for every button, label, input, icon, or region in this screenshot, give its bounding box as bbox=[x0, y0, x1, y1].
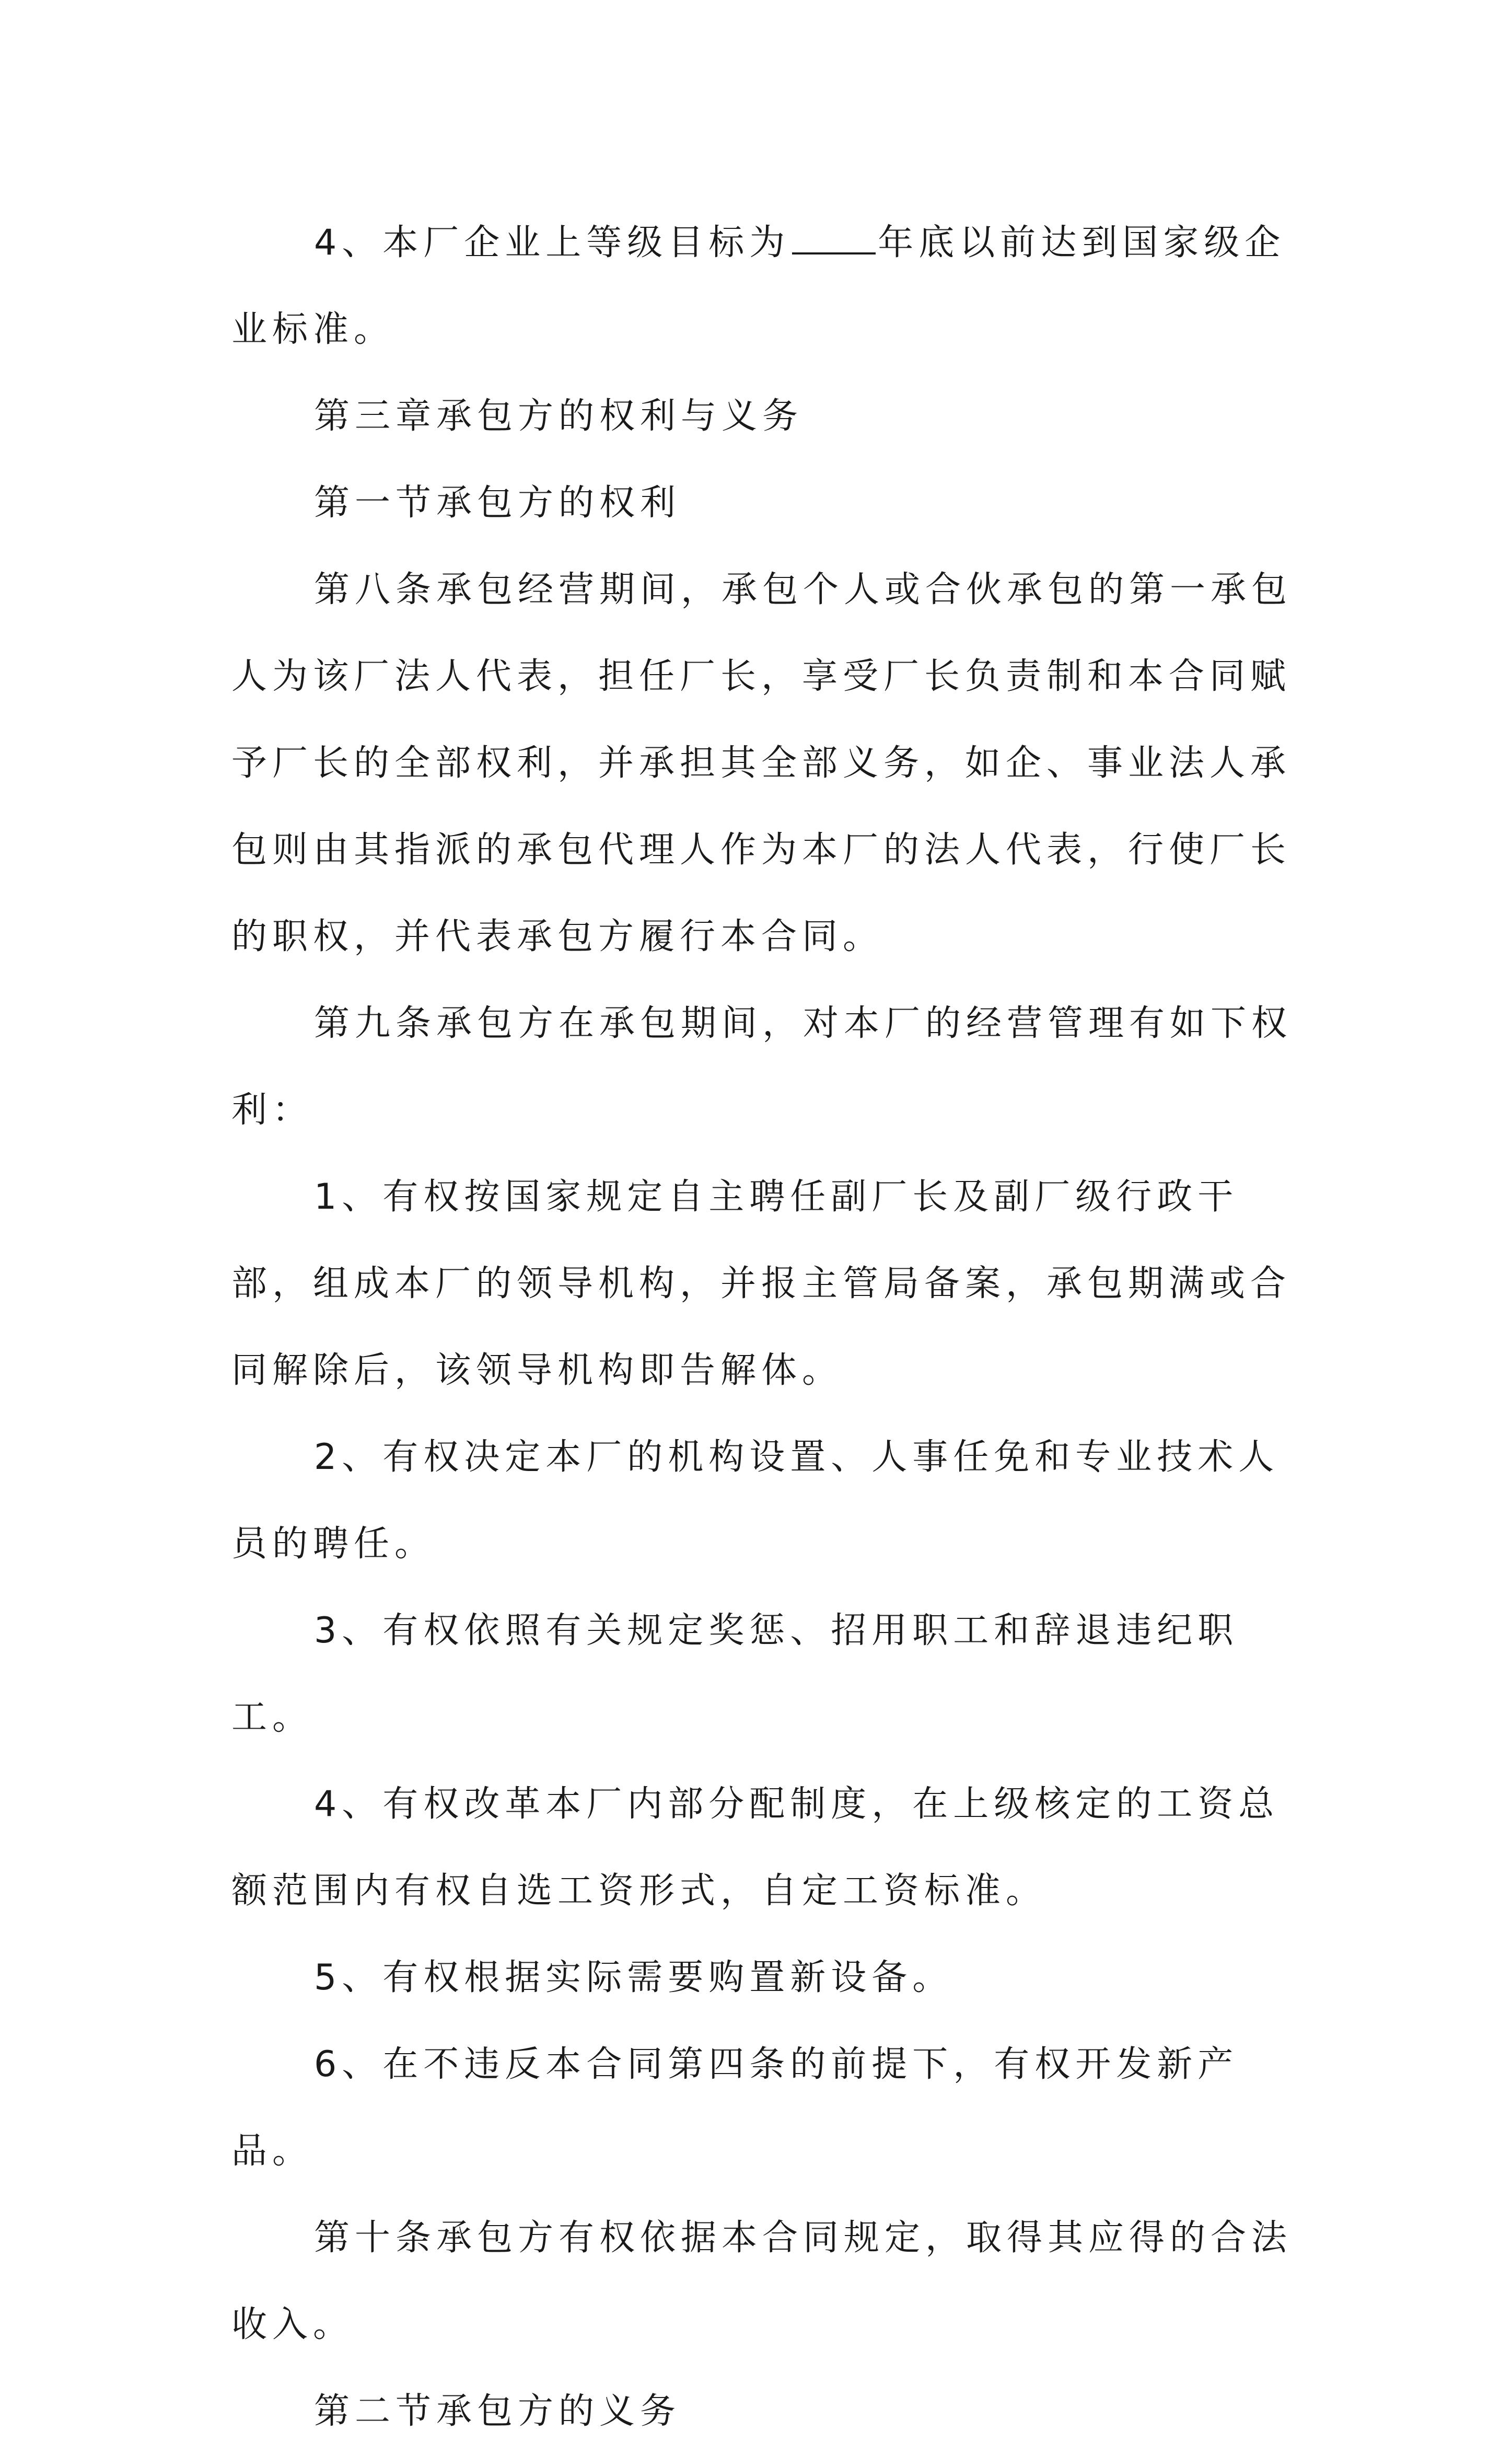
article-ten: 第十条承包方有权依据本合同规定，取得其应得的合法收入。 bbox=[231, 2217, 1293, 2345]
paragraph-text: 年底以前达到国家级企业标准。 bbox=[231, 222, 1286, 350]
document-body bbox=[231, 200, 1292, 2455]
article-nine: 第九条承包方在承包期间，对本厂的经营管理有如下权利： bbox=[231, 1003, 1293, 1131]
paragraph-enterprise-grade-target bbox=[231, 200, 1292, 373]
chapter-heading: 第三章承包方的权利与义务 bbox=[314, 396, 804, 437]
paragraph-text: 4、本厂企业上等级目标为 bbox=[314, 222, 790, 263]
article-eight: 第八条承包经营期间，承包个人或合伙承包的第一承包人为该厂法人代表，担任厂长，享受厂长负责制和本合同赋予厂长的全部权利，并承担其全部义务，如企、事业法人承包则由其指派的承包代理人作为本厂的法人代表，行使厂长的职权，并代表承包方履行本合同。 bbox=[231, 569, 1293, 957]
section-heading-obligations: 第二节承包方的义务 bbox=[314, 2391, 681, 2432]
right-item-5: 5、有权根据实际需要购置新设备。 bbox=[314, 1957, 953, 1998]
section-heading: 第一节承包方的权利 bbox=[314, 482, 681, 524]
right-item-3: 3、有权依照有关规定奖惩、招用职工和辞退违纪职工。 bbox=[231, 1610, 1239, 1738]
right-item-4: 4、有权改革本厂内部分配制度，在上级核定的工资总额范围内有权自选工资形式，自定工资标准。 bbox=[231, 1784, 1280, 1912]
right-item-2: 2、有权决定本厂的机构设置、人事任免和专业技术人员的聘任。 bbox=[231, 1437, 1280, 1565]
right-item-1: 1、有权按国家规定自主聘任副厂长及副厂级行政干部，组成本厂的领导机构，并报主管局备案，承包期满或合同解除后，该领导机构即告解体。 bbox=[231, 1176, 1292, 1391]
year-blank-field bbox=[792, 221, 876, 254]
right-item-6: 6、在不违反本合同第四条的前提下，有权开发新产品。 bbox=[231, 2044, 1239, 2172]
